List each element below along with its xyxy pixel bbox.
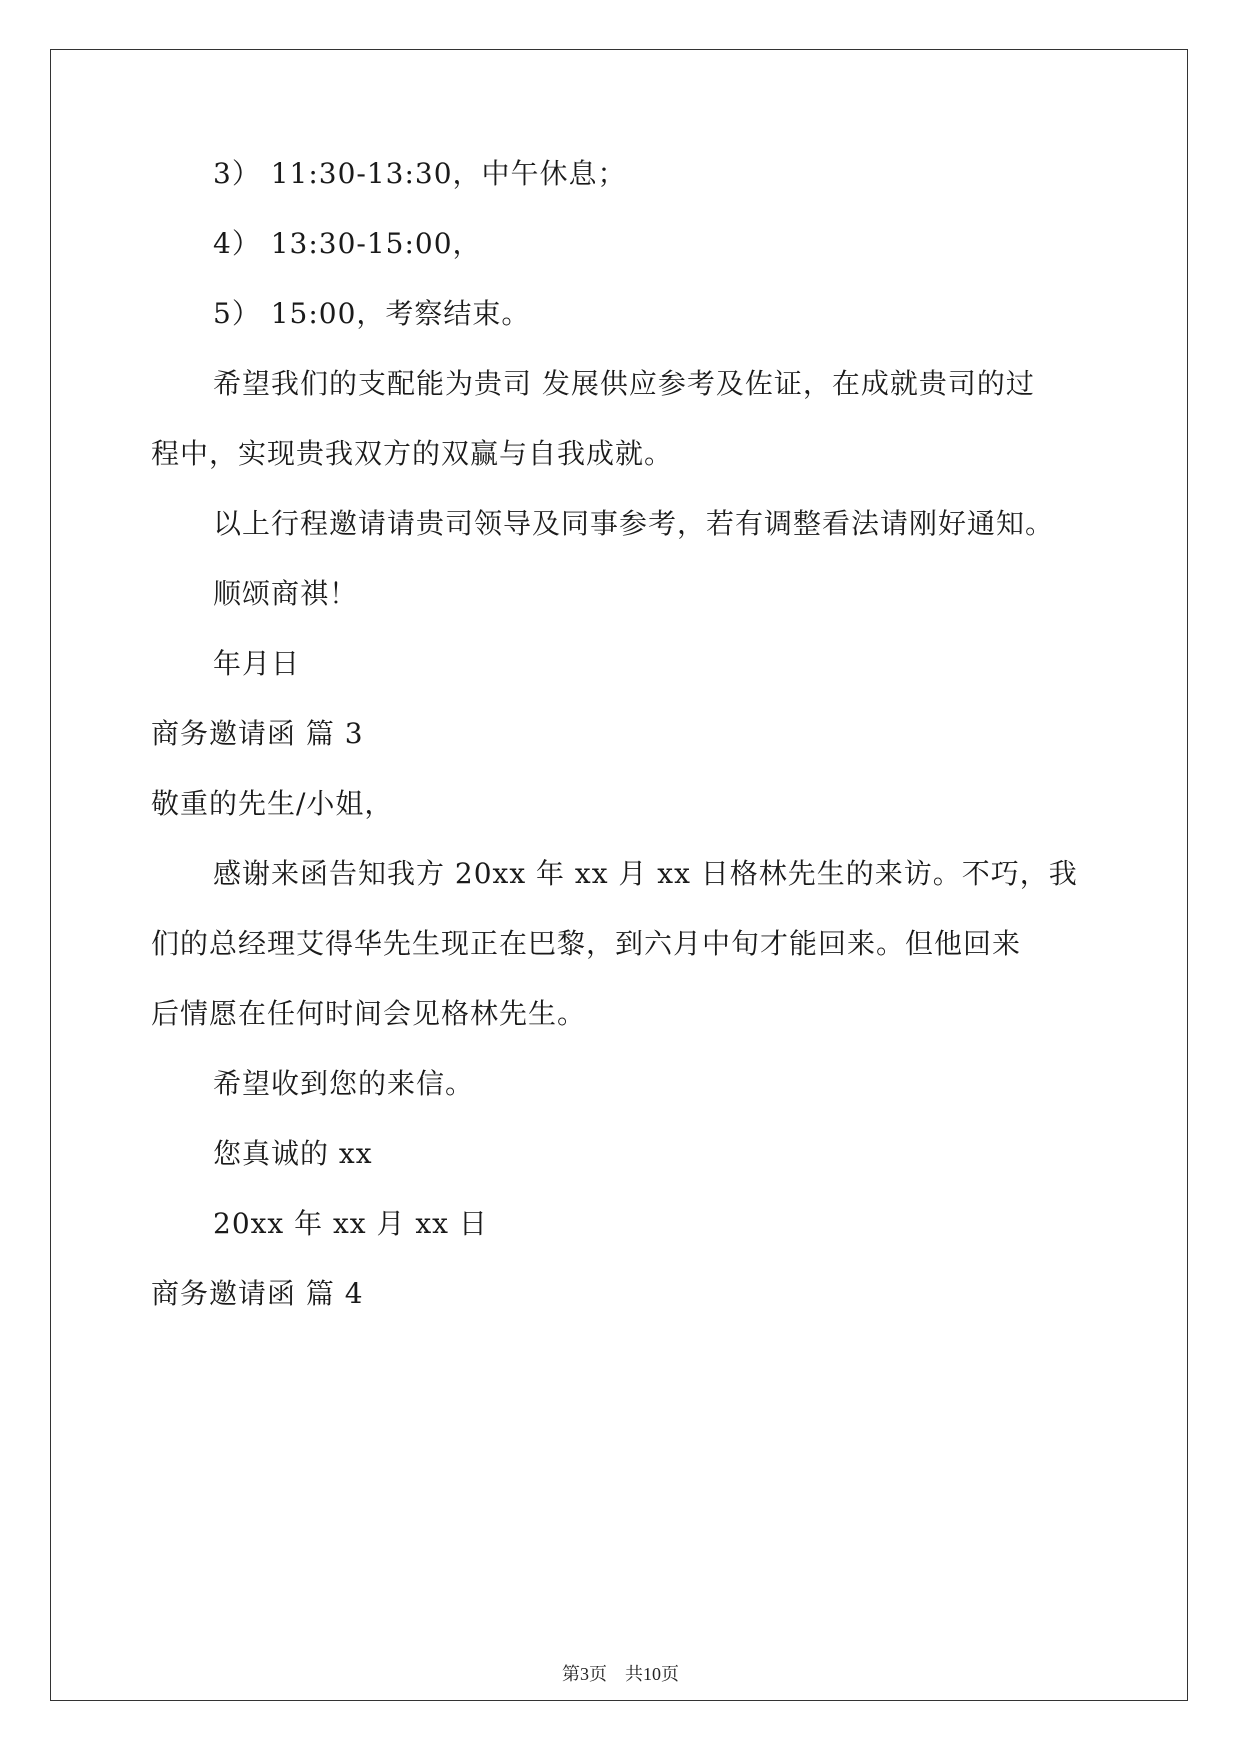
page-footer bbox=[0, 1662, 1241, 1686]
paragraph-line: 希望收到您的来信。 bbox=[213, 1067, 475, 1100]
paragraph-line: 后情愿在任何时间会见格林先生。 bbox=[151, 997, 587, 1030]
date-line: 年月日 bbox=[213, 647, 301, 680]
date-line: 20xx 年 xx 月 xx 日 bbox=[213, 1207, 488, 1240]
signature-line: 您真诚的 xx bbox=[213, 1137, 373, 1170]
section-heading: 商务邀请函 篇 3 bbox=[151, 717, 364, 750]
closing-salutation: 顺颂商祺！ bbox=[213, 577, 359, 610]
greeting-line: 敬重的先生/小姐， bbox=[151, 787, 394, 820]
page-total: 共10页 bbox=[625, 1664, 679, 1684]
section-heading: 商务邀请函 篇 4 bbox=[151, 1277, 364, 1310]
schedule-item-5: 5） 15:00，考察结束。 bbox=[213, 297, 531, 330]
paragraph-line: 程中，实现贵我双方的双赢与自我成就。 bbox=[151, 437, 674, 470]
paragraph-line: 感谢来函告知我方 20xx 年 xx 月 xx 日格林先生的来访。不巧，我 bbox=[213, 857, 1078, 890]
schedule-item-4: 4） 13:30-15:00， bbox=[213, 227, 482, 260]
paragraph-line: 希望我们的支配能为贵司 发展供应参考及佐证，在成就贵司的过 bbox=[213, 367, 1035, 400]
paragraph-line: 以上行程邀请请贵司领导及同事参考，若有调整看法请刚好通知。 bbox=[213, 507, 1055, 540]
paragraph-line: 们的总经理艾得华先生现正在巴黎，到六月中旬才能回来。但他回来 bbox=[151, 927, 1022, 960]
page-number: 第3页 bbox=[562, 1664, 607, 1684]
schedule-item-3: 3） 11:30-13:30，中午休息； bbox=[213, 157, 627, 190]
